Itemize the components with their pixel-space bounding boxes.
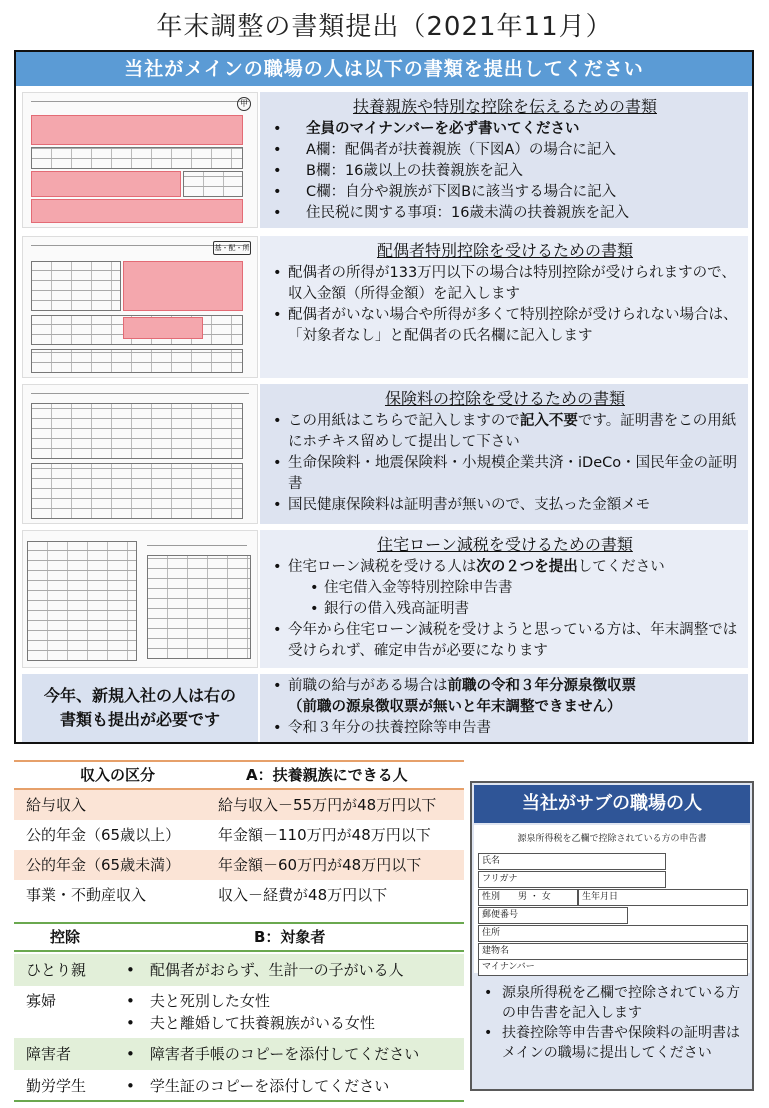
- sub-job-list: [478, 983, 748, 1063]
- table-row: 寡婦 • 夫と死別した女性 • 夫と離婚して扶養親族がいる女性: [26, 992, 375, 1032]
- list-item: • C欄：自分や親族が下図Bに該当する場合に記入: [270, 182, 740, 203]
- list-item: • 住民税に関する事項：16歳未満の扶養親族を記入: [270, 203, 740, 224]
- housing-loan-heading: 住宅ローン減税を受けるための書類: [377, 535, 633, 554]
- dependents-form-thumbnail: [22, 92, 258, 228]
- spouse-heading: 配偶者特別控除を受けるための書類: [376, 241, 633, 260]
- insurance-form-thumbnail: [22, 384, 258, 524]
- field-furigana: フリガナ: [478, 871, 666, 888]
- list-item: • 住宅借入金等特別控除申告書: [270, 578, 740, 599]
- list-item: • 扶養控除等申告書や保険料の証明書はメインの職場に提出してください: [478, 1023, 748, 1063]
- section-insurance: [16, 382, 752, 526]
- form-title: 源泉所得税を乙欄で控除されている方の申告書: [517, 834, 707, 844]
- new-hire-note: 今年、新規入社の人は右の書類も提出が必要です: [22, 674, 258, 742]
- sub-job-section: [470, 781, 754, 1091]
- list-item: • 令和３年分の扶養控除等申告書: [270, 718, 740, 739]
- list-item: • 前職の給与がある場合は前職の令和３年分源泉徴収票: [270, 676, 740, 697]
- table-row: 事業・不動産収入 収入－経費が48万円以下: [26, 886, 388, 904]
- dependents-heading: 扶養親族や特別な控除を伝えるための書類: [352, 97, 657, 116]
- field-postal: 郵便番号: [478, 907, 628, 924]
- housing-loan-form-thumbnail: [22, 530, 258, 668]
- field-name: 氏名: [478, 853, 666, 870]
- list-item: • 住宅ローン減税を受ける人は次の２つを提出してください: [270, 557, 740, 578]
- main-job-section: [14, 50, 754, 744]
- list-item: • 源泉所得税を乙欄で控除されている方の申告書を記入します: [478, 983, 748, 1023]
- section-dependents: [16, 88, 752, 232]
- list-item: • この用紙はこちらで記入しますので記入不要です。証明書をこの用紙にホチキス留めして提出して下さい: [270, 411, 740, 453]
- table-row: 障害者 • 障害者手帳のコピーを添付してください: [14, 1038, 464, 1070]
- list-item: • 今年から住宅ローン減税を受けようと思っている方は、年末調整では受けられず、確定申告が必要になります: [270, 620, 740, 662]
- kou-stamp: 甲: [237, 97, 251, 111]
- new-hire-panel: [260, 674, 748, 742]
- sub-job-form-sample: [474, 825, 750, 973]
- list-item: （前職の源泉徴収票が無いと年末調整できません）: [288, 699, 622, 715]
- table-row: 公的年金（65歳未満） 年金額－60万円が48万円以下: [14, 850, 464, 880]
- sub-job-header: 当社がサブの職場の人: [474, 785, 750, 823]
- kihon-stamp: 基・配・所: [213, 241, 251, 255]
- field-mynumber: マイナンバー: [478, 959, 748, 976]
- section-housing-loan: [16, 528, 752, 670]
- table-row: 公的年金（65歳以上） 年金額－110万円が48万円以下: [26, 826, 431, 844]
- income-table-header: 収入の区分 A：扶養親族にできる人: [14, 760, 464, 790]
- field-birth: 生年月日: [578, 889, 748, 906]
- spouse-panel: [260, 236, 748, 378]
- main-job-header: 当社がメインの職場の人は以下の書類を提出してください: [16, 52, 752, 86]
- list-item: • 配偶者の所得が133万円以下の場合は特別控除が受けられますので、収入金額（所得金額）を記入します: [270, 263, 740, 305]
- table-row: 勤労学生 • 学生証のコピーを添付してください: [14, 1070, 464, 1102]
- list-item: • 配偶者がいない場合や所得が多くて特別控除が受けられない場合は、「対象者なし」と配偶者の氏名欄に記入します: [270, 305, 740, 347]
- list-item: • 銀行の借入残高証明書: [270, 599, 740, 620]
- housing-loan-panel: [260, 530, 748, 668]
- insurance-panel: [260, 384, 748, 524]
- table-row: 給与収入 給与収入－55万円が48万円以下: [14, 790, 464, 820]
- list-item: • 生命保険料・地震保険料・小規模企業共済・iDeCo・国民年金の証明書: [270, 453, 740, 495]
- field-gender: 性別 男 ・ 女: [478, 889, 578, 906]
- list-item: • 国民健康保険料は証明書が無いので、支払った金額メモ: [270, 495, 740, 516]
- spouse-form-thumbnail: [22, 236, 258, 378]
- list-item: • B欄：16歳以上の扶養親族を記入: [270, 161, 740, 182]
- list-item: • 全員のマイナンバーを必ず書いてください: [270, 119, 740, 140]
- table-row: ひとり親 • 配偶者がおらず、生計一の子がいる人: [14, 954, 464, 986]
- deduction-table-header: 控除 B：対象者: [14, 922, 464, 952]
- page-title: 年末調整の書類提出（2021年11月）: [156, 12, 613, 42]
- field-address: 住所: [478, 925, 748, 942]
- list-item: • A欄：配偶者が扶養親族（下図A）の場合に記入: [270, 140, 740, 161]
- section-new-hire: [16, 672, 752, 742]
- field-building: 建物名: [478, 943, 748, 960]
- insurance-heading: 保険料の控除を受けるための書類: [384, 389, 625, 408]
- dependents-panel: [260, 92, 748, 228]
- section-spouse: [16, 234, 752, 380]
